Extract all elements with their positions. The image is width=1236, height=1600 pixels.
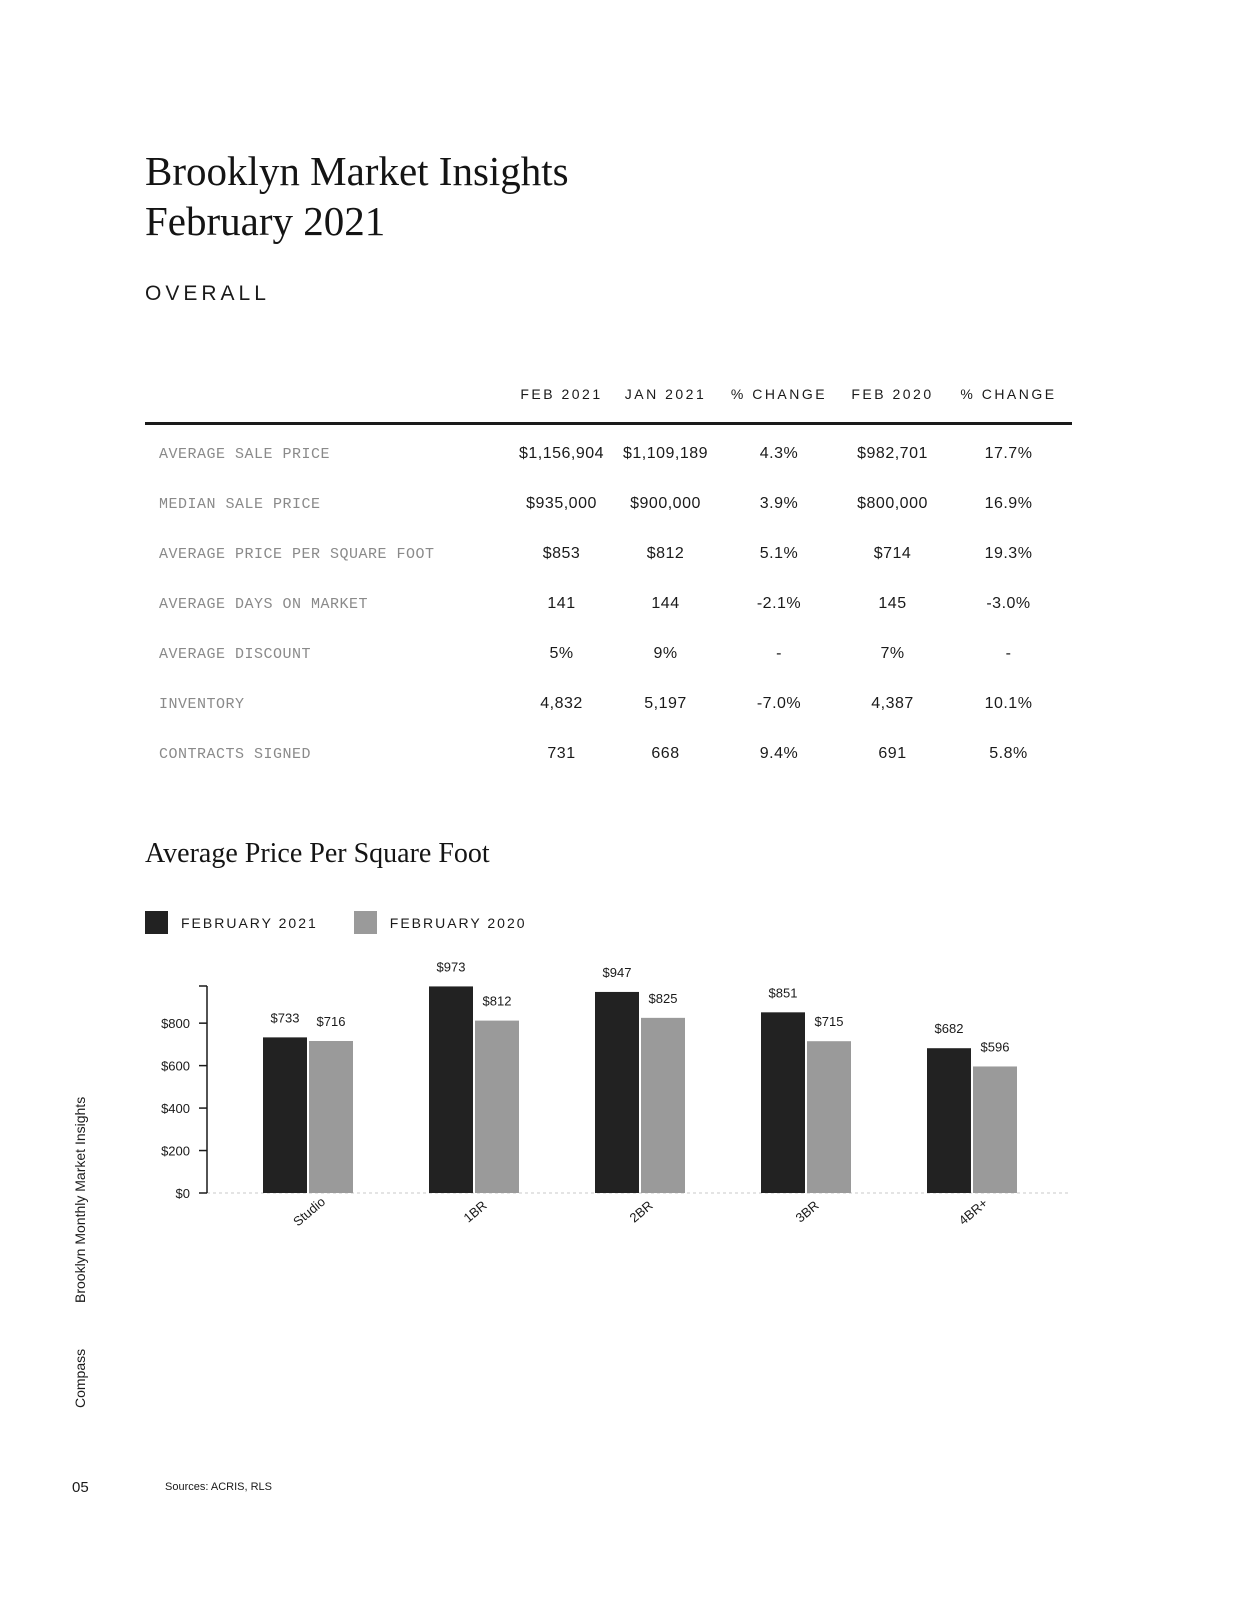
row-label: AVERAGE SALE PRICE <box>159 445 331 463</box>
bar-february-2021 <box>927 1048 971 1193</box>
table-cell: $853 <box>542 545 581 562</box>
bar-february-2021 <box>595 992 639 1193</box>
y-tick-label: $600 <box>161 1058 190 1074</box>
table-cell: 16.9% <box>984 495 1033 512</box>
table-cell: 17.7% <box>984 445 1033 462</box>
legend-label-february-2021: FEBRUARY 2021 <box>181 914 318 931</box>
bar-value-label: $596 <box>980 1039 1010 1055</box>
column-header: % CHANGE <box>718 386 840 424</box>
sidebar-publication: Brooklyn Monthly Market Insights <box>72 1096 88 1303</box>
table-cell: $900,000 <box>630 495 701 512</box>
table-cell: -2.1% <box>756 595 802 612</box>
table-cell: 7% <box>880 645 905 662</box>
bar-value-label: $973 <box>436 959 466 975</box>
table-cell: 4,387 <box>871 695 914 712</box>
column-header: FEB 2021 <box>510 386 613 424</box>
bar-value-label: $851 <box>768 985 798 1001</box>
table-cell: $1,109,189 <box>622 445 709 462</box>
sources-note: Sources: ACRIS, RLS <box>165 1481 272 1493</box>
x-category-label: 1BR <box>460 1197 490 1226</box>
table-cell: 141 <box>547 595 576 612</box>
row-label: CONTRACTS SIGNED <box>159 745 312 763</box>
row-label: AVERAGE DISCOUNT <box>159 645 312 663</box>
page-number: 05 <box>72 1479 89 1496</box>
y-tick-label: $400 <box>161 1101 190 1117</box>
table-cell: 731 <box>547 745 576 762</box>
bar-value-label: $947 <box>602 964 632 980</box>
row-label: INVENTORY <box>159 695 245 713</box>
bar-february-2020 <box>973 1066 1017 1193</box>
table-cell: 4,832 <box>540 695 583 712</box>
table-cell: $800,000 <box>857 495 928 512</box>
sidebar-brand: Compass <box>72 1348 88 1408</box>
table-cell: $812 <box>646 545 685 562</box>
y-tick-label: $800 <box>161 1016 190 1032</box>
table-cell: -3.0% <box>986 595 1031 612</box>
y-tick-label: $200 <box>161 1143 190 1159</box>
x-category-label: 3BR <box>792 1197 822 1226</box>
bar-february-2020 <box>807 1041 851 1193</box>
column-header: % CHANGE <box>945 386 1072 424</box>
table-cell: $982,701 <box>857 445 928 462</box>
table-cell: 5,197 <box>644 695 687 712</box>
chart-title: Average Price Per Square Foot <box>145 838 490 869</box>
table-cell: 5% <box>549 645 574 662</box>
bar-value-label: $682 <box>934 1021 964 1037</box>
table-cell: - <box>776 645 782 662</box>
bar-february-2020 <box>475 1021 519 1193</box>
bar-february-2020 <box>641 1018 685 1193</box>
title-line-2: February 2021 <box>145 198 386 244</box>
title-line-1: Brooklyn Market Insights <box>145 148 569 194</box>
legend-label-february-2020: FEBRUARY 2020 <box>389 914 527 931</box>
row-label: AVERAGE DAYS ON MARKET <box>159 595 369 613</box>
bar-february-2021 <box>429 986 473 1193</box>
table-cell: $1,156,904 <box>518 445 605 462</box>
table-cell: -7.0% <box>756 695 802 712</box>
column-header: JAN 2021 <box>613 386 718 424</box>
table-cell: $714 <box>873 545 912 562</box>
table-cell: 9.4% <box>759 745 799 762</box>
x-category-label: Studio <box>290 1193 329 1230</box>
row-label: AVERAGE PRICE PER SQUARE FOOT <box>159 545 435 563</box>
table-cell: 668 <box>651 745 680 762</box>
table-cell: 4.3% <box>759 445 799 462</box>
bar-value-label: $812 <box>482 993 512 1009</box>
table-cell: 5.1% <box>759 545 799 562</box>
table-cell: 5.8% <box>989 745 1028 762</box>
bar-february-2021 <box>761 1012 805 1193</box>
x-category-label: 4BR+ <box>955 1195 991 1228</box>
table-cell: 3.9% <box>759 495 799 512</box>
bar-value-label: $715 <box>814 1014 844 1030</box>
y-tick-label: $0 <box>175 1186 190 1201</box>
bar-value-label: $825 <box>648 990 678 1006</box>
bar-value-label: $716 <box>316 1013 346 1029</box>
x-category-label: 2BR <box>626 1197 656 1226</box>
table-cell: 19.3% <box>984 545 1033 562</box>
table-cell: $935,000 <box>526 495 597 512</box>
bar-february-2021 <box>263 1037 307 1193</box>
table-cell: - <box>1005 645 1012 662</box>
table-cell: 691 <box>878 745 907 762</box>
table-cell: 10.1% <box>984 695 1033 712</box>
table-cell: 145 <box>878 595 907 612</box>
row-label: MEDIAN SALE PRICE <box>159 495 321 513</box>
column-header: FEB 2020 <box>840 386 945 424</box>
table-cell: 9% <box>653 645 678 662</box>
section-label-overall: OVERALL <box>145 282 270 305</box>
bar-value-label: $733 <box>270 1010 300 1026</box>
bar-february-2020 <box>309 1041 353 1193</box>
table-cell: 144 <box>651 595 680 612</box>
